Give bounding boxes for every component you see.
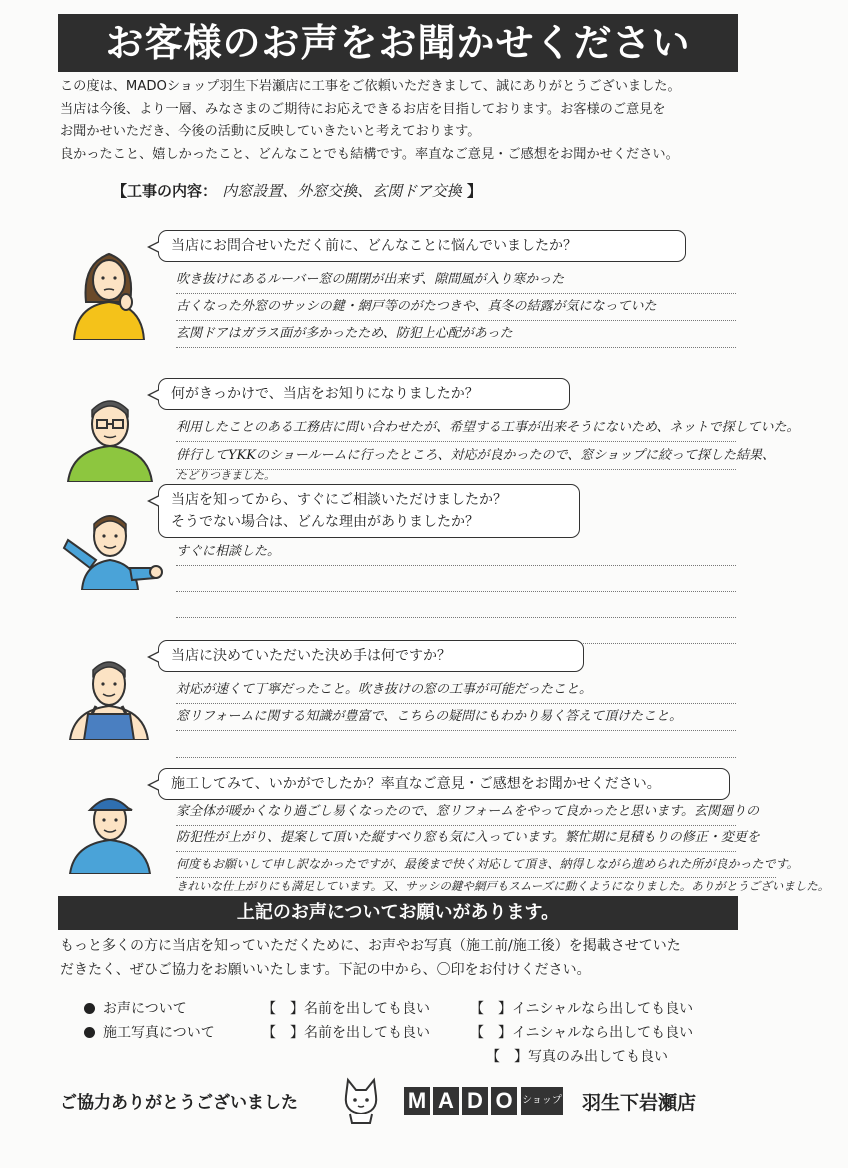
answer-line: 併行してYKKのショールームに行ったところ、対応が良かったので、窓ショップに絞って探した結果、 bbox=[176, 444, 736, 470]
intro-line: お聞かせいただき、今後の活動に反映していきたいと考えております。 bbox=[60, 124, 481, 139]
answer-line: 何度もお願いして申し訳なかったですが、最後まで快く対応して頂き、納得しながら進められた所が良かったです。 bbox=[176, 852, 776, 878]
consent-option-name[interactable]: 【 】名前を出しても良い bbox=[262, 1001, 430, 1017]
work-content bbox=[112, 180, 482, 201]
question-bubble-4: 当店に決めていただいた決め手は何ですか？ bbox=[158, 640, 584, 672]
intro-line: 当店は今後、より一層、みなさまのご期待にお応えできるお店を目指しております。お客様のご意見を bbox=[60, 101, 666, 117]
person-woman-icon bbox=[64, 244, 154, 340]
intro-text bbox=[60, 76, 780, 166]
thanks-text: ご協力ありがとうございました bbox=[60, 1093, 298, 1113]
consent-row-voice bbox=[84, 998, 187, 1018]
logo-shop: ショップ bbox=[521, 1087, 563, 1115]
mado-shop-logo bbox=[404, 1084, 563, 1118]
logo-letter: A bbox=[433, 1087, 459, 1115]
answer-line: 対応が速くて丁寧だったこと。吹き抜けの窓の工事が可能だったこと。 bbox=[176, 678, 736, 704]
request-line: もっと多くの方に当店を知っていただくために、お声やお写真（施工前/施工後）を掲載させていた bbox=[60, 938, 681, 954]
work-label: 【工事の内容： bbox=[112, 182, 218, 200]
request-text bbox=[60, 934, 760, 982]
consent-option-initial[interactable]: 【 】イニシャルなら出しても良い bbox=[470, 1025, 694, 1041]
answer-line: 利用したことのある工務店に問い合わせたが、希望する工事が出来そうにないため、ネットで探していた。 bbox=[176, 416, 736, 442]
answer-line: 防犯性が上がり、提案して頂いた縦すべり窓も気に入っています。繁忙期に見積もりの修正・変更を bbox=[176, 826, 736, 852]
consent-label: 施工写真について bbox=[103, 1025, 215, 1041]
person-worker-cap-icon bbox=[66, 790, 154, 874]
answer-line: きれいな仕上がりにも満足しています。又、サッシの鍵や網戸もスムーズに動くようになりました。ありがとうございました。 bbox=[176, 879, 830, 893]
answer-line: たどりつきました。 bbox=[176, 469, 275, 482]
question-line: 当店を知ってから、すぐにご相談いただけましたか？ bbox=[171, 492, 507, 508]
question-bubble-5: 施工してみて、いかがでしたか？率直なご意見・ご感想をお聞かせください。 bbox=[158, 768, 730, 800]
page-title: お客様のお声をお聞かせください bbox=[58, 14, 738, 72]
answer-line: 窓リフォームに関する知識が豊富で、こちらの疑問にもわかり易く答えて頂けたこと。 bbox=[176, 705, 736, 731]
question-bubble-1: 当店にお問合せいただく前に、どんなことに悩んでいましたか？ bbox=[158, 230, 686, 262]
consent-option-name[interactable]: 【 】名前を出しても良い bbox=[262, 1025, 430, 1041]
request-title: 上記のお声についてお願いがあります。 bbox=[58, 896, 738, 930]
answer-line: すぐに相談した。 bbox=[176, 540, 736, 566]
logo-letter: D bbox=[462, 1087, 488, 1115]
person-worker-overalls-icon bbox=[66, 656, 152, 740]
question-line: そうでない場合は、どんな理由がありましたか？ bbox=[171, 514, 479, 530]
question-bubble-2: 何がきっかけで、当店をお知りになりましたか？ bbox=[158, 378, 570, 410]
consent-row-photo bbox=[84, 1022, 215, 1042]
store-name: 羽生下岩瀬店 bbox=[582, 1092, 697, 1114]
person-boy-waving-icon bbox=[60, 508, 164, 590]
logo-letter: O bbox=[491, 1087, 517, 1115]
question-bubble-3 bbox=[158, 484, 580, 538]
bullet-icon bbox=[84, 1003, 95, 1014]
request-line: だきたく、ぜひご協力をお願いいたします。下記の中から、〇印をお付けください。 bbox=[60, 962, 591, 978]
answer-line: 古くなった外窓のサッシの鍵・網戸等のがたつきや、真冬の結露が気になっていた bbox=[176, 295, 736, 321]
consent-option-initial[interactable]: 【 】イニシャルなら出しても良い bbox=[470, 1001, 694, 1017]
intro-line: この度は、MADOショップ羽生下岩瀬店に工事をご依頼いただきまして、誠にありがとうございました。 bbox=[60, 79, 681, 94]
answer-line bbox=[176, 592, 736, 618]
consent-label: お声について bbox=[103, 1001, 187, 1017]
logo-letter: M bbox=[404, 1087, 430, 1115]
answer-line: 家全体が暖かくなり過ごし易くなったので、窓リフォームをやって良かったと思います。玄関廻りの bbox=[176, 800, 736, 826]
cat-mascot-icon bbox=[338, 1076, 384, 1124]
answer-line: 吹き抜けにあるルーバー窓の開閉が出来ず、隙間風が入り寒かった bbox=[176, 268, 736, 294]
intro-line: 良かったこと、嬉しかったこと、どんなことでも結構です。率直なご意見・ご感想をお聞かせください。 bbox=[60, 146, 679, 162]
answer-line bbox=[176, 566, 736, 592]
work-value: 内窓設置、外窓交換、玄関ドア交換 bbox=[222, 182, 462, 200]
person-man-glasses-icon bbox=[64, 394, 156, 482]
bullet-icon bbox=[84, 1027, 95, 1038]
answer-line bbox=[176, 732, 736, 758]
work-close: 】 bbox=[467, 182, 483, 200]
consent-option-photo-only[interactable]: 【 】写真のみ出しても良い bbox=[486, 1049, 668, 1065]
answer-line: 玄関ドアはガラス面が多かったため、防犯上心配があった bbox=[176, 322, 736, 348]
